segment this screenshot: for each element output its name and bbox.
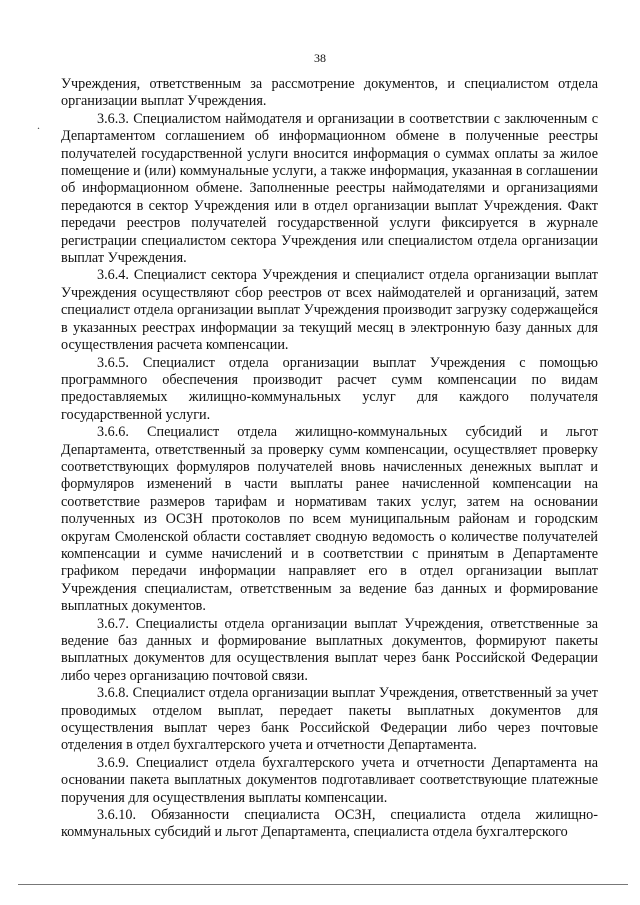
document-body [61,76,598,842]
paragraph-3-6-10: 3.6.10. Обязанности специалиста ОСЗН, специалиста отдела жилищно-коммунальных субсидий и льгот Департамента, специалиста отдела бухгалтерского [61,807,598,841]
paragraph-3-6-9: 3.6.9. Специалист отдела бухгалтерского учета и отчетности Департамента на основании пакета выплатных документов подготавливает соответствующие платежные поручения для осуществления выплаты компенсации. [61,754,598,806]
paragraph-3-6-4: 3.6.4. Специалист сектора Учреждения и специалист отдела организации выплат Учреждения осуществляют сбор реестров от всех наймодателей и организаций, затем специалист отдела организации выплат Учреждения производит загрузку содержащейся в указанных реестрах информации за текущий месяц в электронную базу данных для осуществления расчета компенсации. [61,267,598,354]
paragraph-3-6-7: 3.6.7. Специалисты отдела организации выплат Учреждения, ответственные за ведение баз данных и формирование выплатных документов, формируют пакеты выплатных документов для осуществления выплат через банк Российской Федерации либо через организацию почтовой связи. [61,615,598,684]
margin-mark: . [37,118,40,132]
page-number: 38 [314,51,326,65]
paragraph-3-6-8: 3.6.8. Специалист отдела организации выплат Учреждения, ответственный за учет проводимых отделом выплат, передает пакеты выплатных документов для осуществления выплат через банк Российской Федерации либо через почтовые отделения в отдел бухгалтерского учета и отчетности Департамента. [61,685,598,754]
paragraph-continuation: Учреждения, ответственным за рассмотрение документов, и специалистом отдела организации выплат Учреждения. [61,76,598,110]
paragraph-3-6-5: 3.6.5. Специалист отдела организации выплат Учреждения с помощью программного обеспечения производит расчет сумм компенсации по видам предоставляемых жилищно-коммунальных услуг для каждого получателя государственной услуги. [61,354,598,423]
paragraph-3-6-6: 3.6.6. Специалист отдела жилищно-коммунальных субсидий и льгот Департамента, ответственный за проверку сумм компенсации, осуществляет проверку соответствующих формуляров получателей вновь начисленных денежных выплат и формуляров изменений в части выплаты ранее начисленной компенсации на соответствие размеров тарифам и нормативам таких услуг, затем на основании полученных из ОСЗН протоколов по всем муниципальным районам и городским округам Смоленской области составляет сводную ведомость о количестве получателей компенсации и сумме начислений и в соответствии с принятым в Департаменте графиком передачи информации направляет его в отдел организации выплат Учреждения специалистам, ответственным за ведение баз данных и формирование выплатных документов. [61,424,598,615]
page-bottom-rule [18,884,628,885]
paragraph-3-6-3: 3.6.3. Специалистом наймодателя и организации в соответствии с заключенным с Департаментом соглашением об информационном обмене в полученные реестры получателей государственной услуги вносится информация о суммах оплаты за жилое помещение и (или) коммунальные услуги, а также информация, указанная в соглашении об информационном обмене. Заполненные реестры наймодателями и организациями передаются в сектор Учреждения или в отдел организации выплат Учреждения. Факт передачи реестров получателей государственной услуги фиксируется в журнале регистрации специалистом сектора Учреждения или специалистом отдела организации выплат Учреждения. [61,110,598,267]
